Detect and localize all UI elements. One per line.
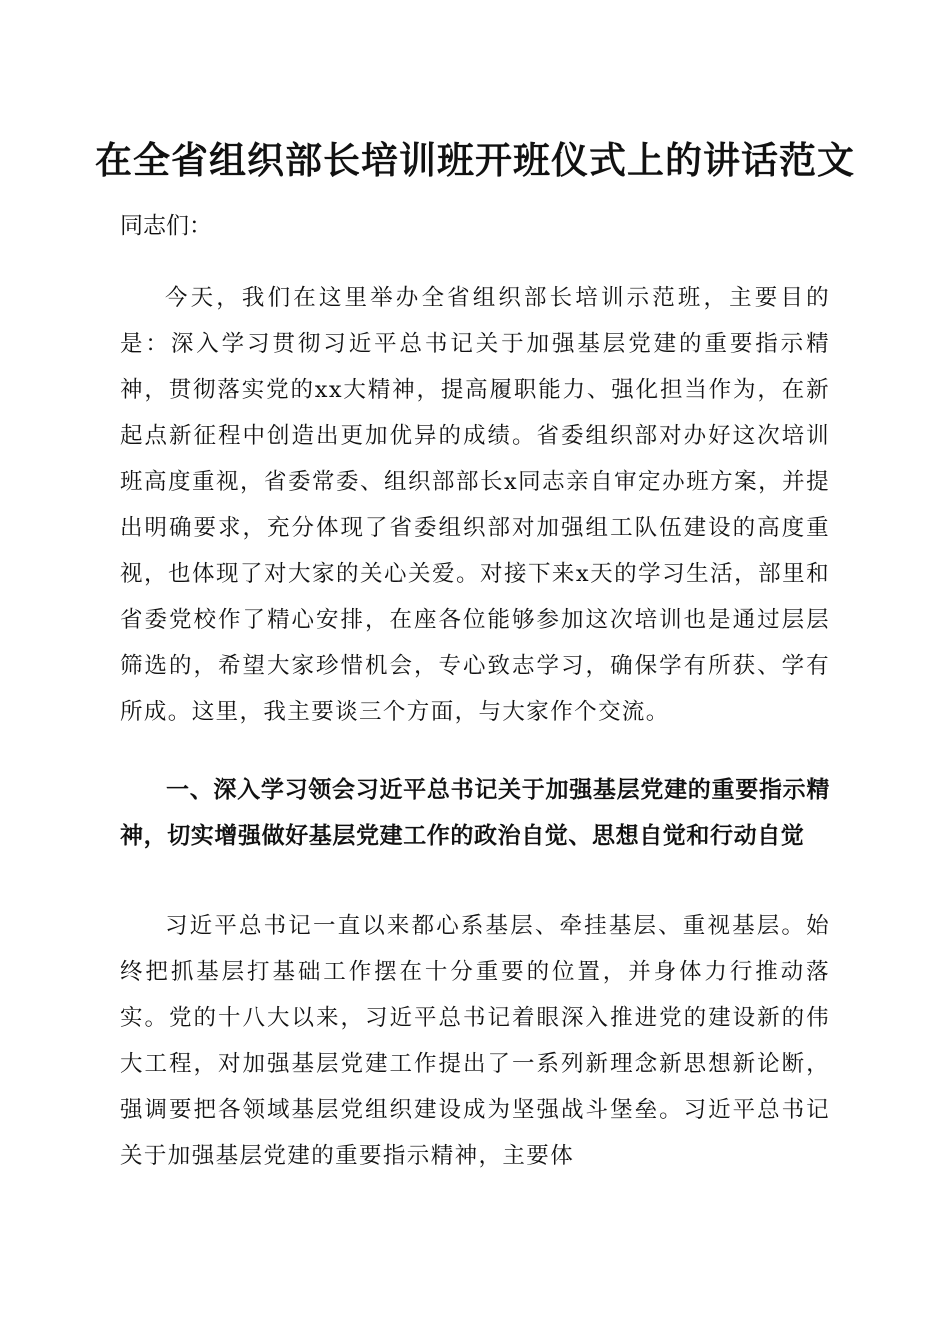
- section-heading: 一、深入学习领会习近平总书记关于加强基层党建的重要指示精神，切实增强做好基层党建工作的政治自觉、思想自觉和行动自觉: [120, 777, 830, 849]
- body-paragraph: 今天，我们在这里举办全省组织部长培训示范班，主要目的是：深入学习贯彻习近平总书记关于加强基层党建的重要指示精神，贯彻落实党的xx大精神，提高履职能力、强化担当作为，在新起点新征程中创造出更加优异的成绩。省委组织部对办好这次培训班高度重视，省委常委、组织部部长x同志亲自审定办班方案，并提出明确要求，充分体现了省委组织部对加强组工队伍建设的高度重视，也体现了对大家的关心关爱。对接下来x天的学习生活，部里和省委党校作了精心安排，在座各位能够参加这次培训也是通过层层筛选的，希望大家珍惜机会，专心致志学习，确保学有所获、学有所成。这里，我主要谈三个方面，与大家作个交流。: [120, 285, 830, 725]
- section-paragraph: 习近平总书记一直以来都心系基层、牵挂基层、重视基层。始终把抓基层打基础工作摆在十分重要的位置，并身体力行推动落实。党的十八大以来，习近平总书记着眼深入推进党的建设新的伟大工程，对加强基层党建工作提出了一系列新理念新思想新论断，强调要把各领域基层党组织建设成为坚强战斗堡垒。习近平总书记关于加强基层党建的重要指示精神，主要体: [120, 913, 830, 1169]
- salutation: 同志们：: [120, 213, 212, 239]
- document-title: 在全省组织部长培训班开班仪式上的讲话范文: [95, 138, 855, 182]
